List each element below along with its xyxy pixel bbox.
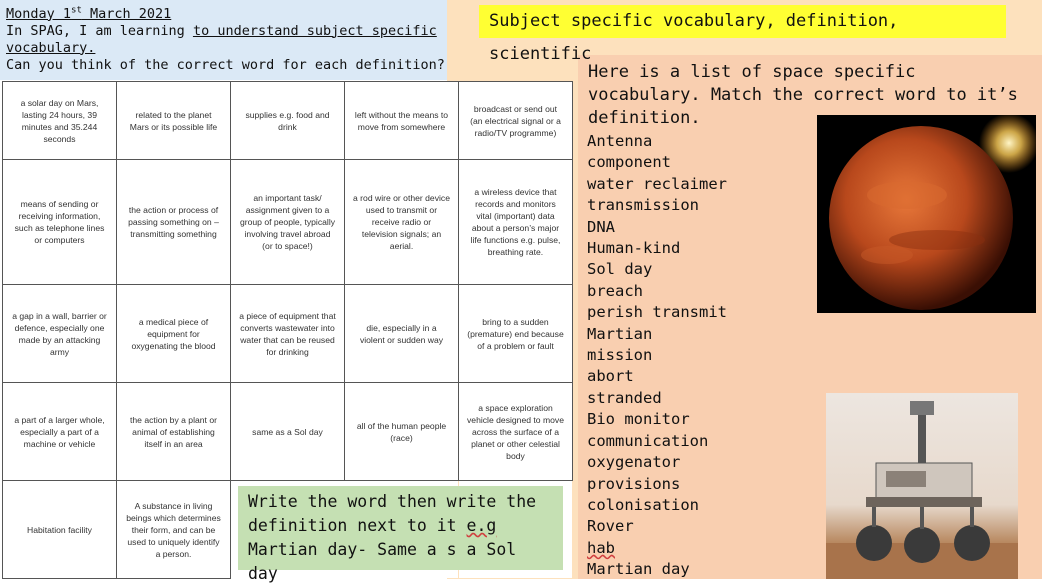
definition-cell: a piece of equipment that converts wastewater into water that can be reused for drinking xyxy=(231,285,345,383)
example-box: Write the word then write the definition next to it e.g Martian day- Same a s a Sol day xyxy=(238,486,563,570)
vocabulary-word: Antenna xyxy=(587,132,653,150)
definition-cell: bring to a sudden (premature) end because of a problem or fault xyxy=(459,285,573,383)
definition-cell: a part of a larger whole, especially a part of a machine or vehicle xyxy=(3,383,117,481)
definition-cell: same as a Sol day xyxy=(231,383,345,481)
definition-cell: supplies e.g. food and drink xyxy=(231,82,345,160)
vocabulary-word: breach xyxy=(587,281,643,300)
definition-cell: A substance in living beings which determines their form, and can be used to uniquely identify a person. xyxy=(117,481,231,579)
definition-cell: an important task/ assignment given to a group of people, typically involving travel abroad (or to space!) xyxy=(231,160,345,285)
vocabulary-word: Martian day xyxy=(587,560,690,579)
definition-cell: all of the human people (race) xyxy=(345,383,459,481)
definition-cell: a rod wire or other device used to transmit or receive radio or television signals; an aerial. xyxy=(345,160,459,285)
instruction-text: Here is a list of space specific vocabulary. Match the correct word to it’s definition. xyxy=(588,62,1018,128)
vocabulary-word: Bio monitor xyxy=(587,410,690,429)
definition-cell: the action by a plant or animal of establishing itself in an area xyxy=(117,383,231,481)
learning-objective: In SPAG, I am learning to understand subject specific vocabulary. xyxy=(6,22,437,56)
definition-cell: means of sending or receiving information, such as telephone lines or computers xyxy=(3,160,117,285)
vocabulary-word: DNA xyxy=(587,217,615,236)
definition-cell: a wireless device that records and monitors vital (important) data about a person’s major life functions e.g. pulse, breathing rate. xyxy=(459,160,573,285)
topic-banner: Subject specific vocabulary, definition, scientific xyxy=(479,5,1006,38)
vocabulary-word: mission xyxy=(587,346,653,365)
lesson-header xyxy=(6,2,446,74)
definition-cell: related to the planet Mars or its possible life xyxy=(117,82,231,160)
table-row xyxy=(3,82,573,160)
vocabulary-word: communication xyxy=(587,431,709,450)
rover-image xyxy=(826,393,1018,579)
vocabulary-word: transmission xyxy=(587,196,699,215)
definition-cell: Habitation facility xyxy=(3,481,117,579)
vocabulary-word: water reclaimer xyxy=(587,174,727,193)
definition-cell: broadcast or send out (an electrical signal or a radio/TV programme) xyxy=(459,82,573,160)
vocabulary-word: Human-kind xyxy=(587,239,681,258)
table-row xyxy=(3,285,573,383)
table-row xyxy=(3,383,573,481)
vocabulary-word: stranded xyxy=(587,388,662,407)
vocabulary-word: Rover xyxy=(587,517,634,536)
lesson-question: Can you think of the correct word for each definition? xyxy=(6,56,445,73)
definition-cell: a solar day on Mars, lasting 24 hours, 39 minutes and 35.244 seconds xyxy=(3,82,117,160)
table-row xyxy=(3,160,573,285)
vocabulary-word: abort xyxy=(587,367,634,386)
vocabulary-list xyxy=(587,131,827,581)
vocabulary-word: perish transmit xyxy=(587,303,727,322)
vocabulary-word: Sol day xyxy=(587,260,653,279)
definition-cell: left without the means to move from somewhere xyxy=(345,82,459,160)
lesson-date: Monday 1st March 2021 xyxy=(6,5,172,22)
definition-cell: die, especially in a violent or sudden way xyxy=(345,285,459,383)
definition-cell: the action or process of passing something on – transmitting something xyxy=(117,160,231,285)
vocabulary-word: provisions xyxy=(587,474,681,493)
definition-cell: a medical piece of equipment for oxygenating the blood xyxy=(117,285,231,383)
mars-image xyxy=(817,115,1036,313)
vocabulary-word: hab xyxy=(587,538,615,557)
definition-cell: a gap in a wall, barrier or defence, especially one made by an attacking army xyxy=(3,285,117,383)
vocabulary-word: colonisation xyxy=(587,495,699,514)
vocabulary-word: Martian xyxy=(587,324,653,343)
definition-cell: a space exploration vehicle designed to move across the surface of a planet or other celestial body xyxy=(459,383,573,481)
vocabulary-word: oxygenator xyxy=(587,453,681,472)
vocabulary-word: component xyxy=(587,153,671,172)
